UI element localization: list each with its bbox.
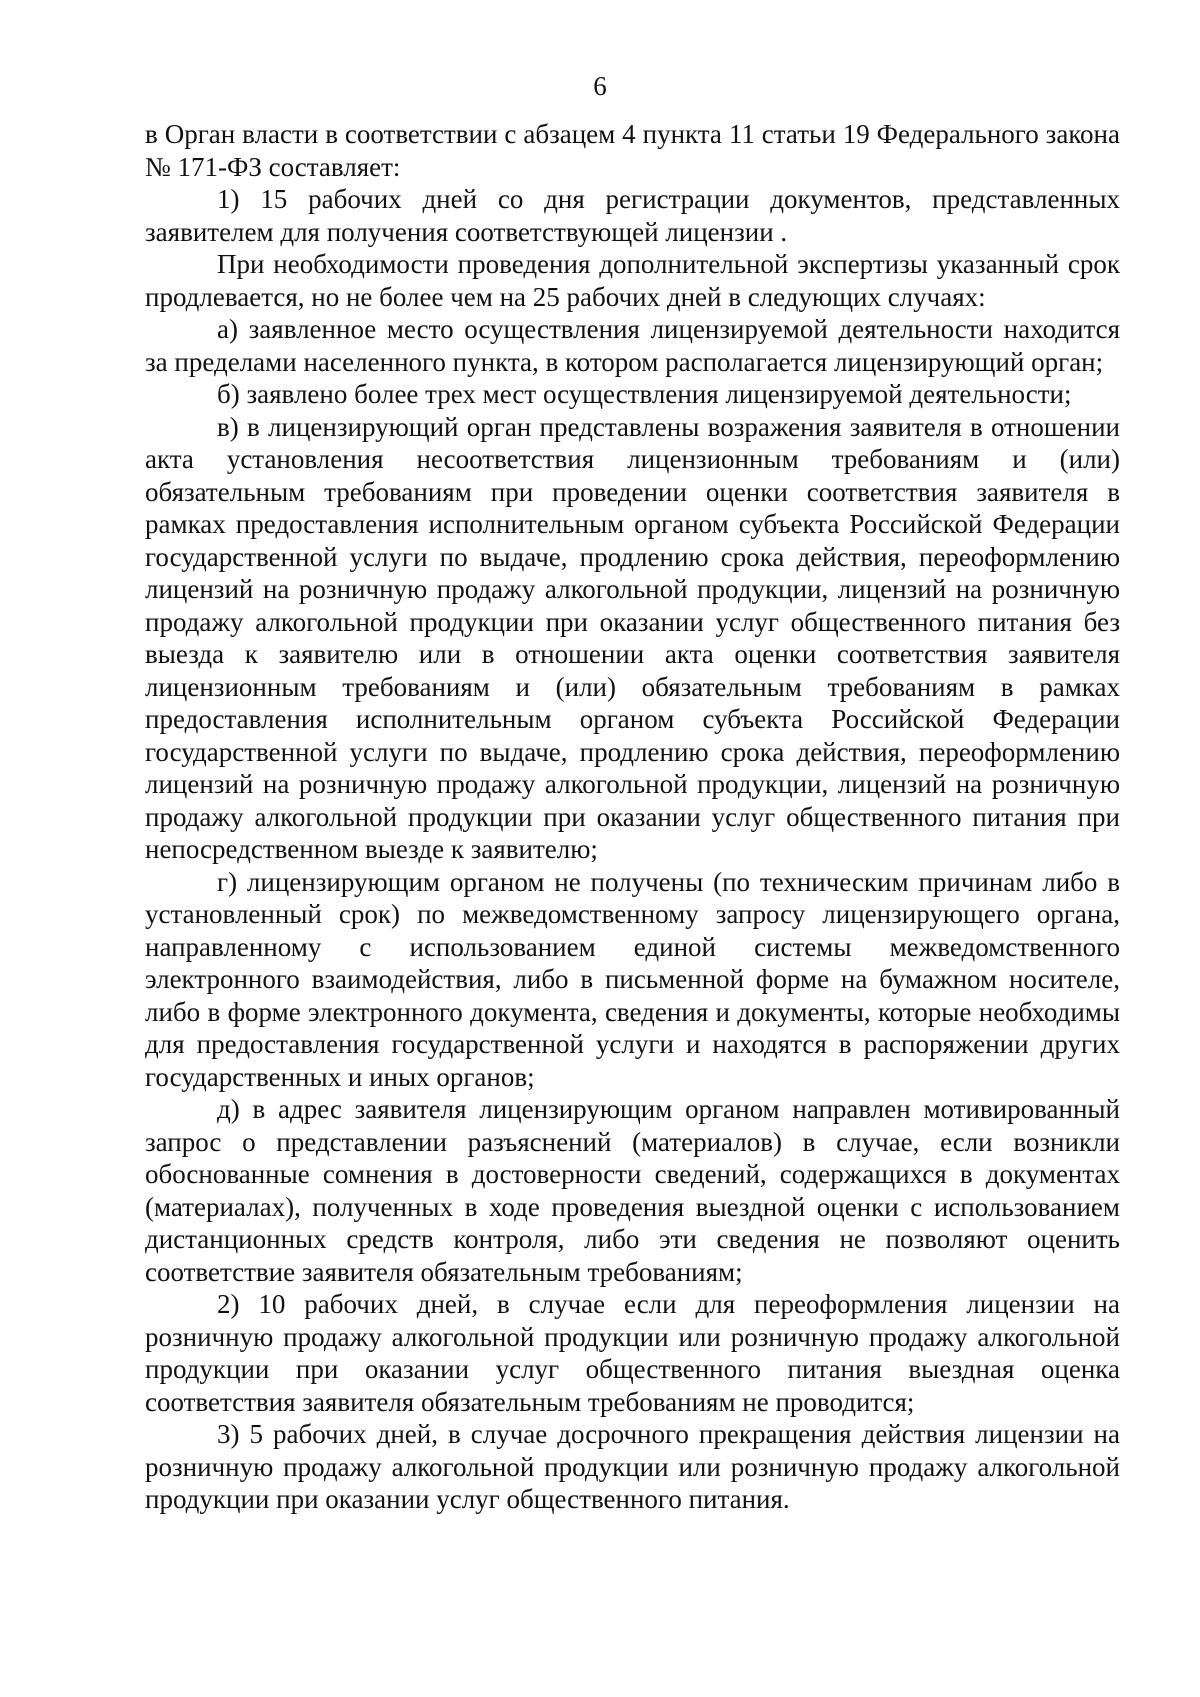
paragraph-case-b: б) заявлено более трех мест осуществления лицензируемой деятельности; <box>217 379 1072 409</box>
paragraph-intro: в Орган власти в соответствии с абзацем 4 пункта 11 статьи 19 Федерального закона № 171-ФЗ составляет: <box>145 119 1120 182</box>
paragraph-item-2: 2) 10 рабочих дней, в случае если для переоформления лицензии на розничную продажу алкогольной продукции или розничную продажу алкогольной продукции при оказании услуг общественного питания выездная оценка соответствия заявителя обязательным требованиям не проводится; <box>145 1289 1120 1417</box>
paragraph-item-3: 3) 5 рабочих дней, в случае досрочного прекращения действия лицензии на розничную продажу алкогольной продукции или розничную продажу алкогольной продукции при оказании услуг общественного питания. <box>145 1419 1120 1514</box>
page-number: 6 <box>593 71 607 101</box>
paragraph-extension-note: При необходимости проведения дополнительной экспертизы указанный срок продлевается, но не более чем на 25 рабочих дней в следующих случаях: <box>145 249 1120 312</box>
paragraph-case-d: д) в адрес заявителя лицензирующим органом направлен мотивированный запрос о представлении разъяснений (материалов) в случае, если возникли обоснованные сомнения в достоверности сведений, содержащихся в документах (материалах), полученных в ходе проведения выездной оценки с использованием дистанционных средств контроля, либо эти сведения не позволяют оценить соответствие заявителя обязательным требованиям; <box>145 1094 1120 1287</box>
paragraph-case-a: а) заявленное место осуществления лицензируемой деятельности находится за пределами населенного пункта, в котором располагается лицензирующий орган; <box>145 314 1120 377</box>
document-body <box>145 118 1120 1516</box>
paragraph-case-v: в) в лицензирующий орган представлены возражения заявителя в отношении акта установления несоответствия лицензионным требованиям и (или) обязательным требованиям при проведении оценки соответствия заявителя в рамках предоставления исполнительным органом субъекта Российской Федерации государственной услуги по выдаче, продлению срока действия, переоформлению лицензий на розничную продажу алкогольной продукции, лицензий на розничную продажу алкогольной продукции при оказании услуг общественного питания без выезда к заявителю или в отношении акта оценки соответствия заявителя лицензионным требованиям и (или) обязательным требованиям в рамках предоставления исполнительным органом субъекта Российской Федерации государственной услуги по выдаче, продлению срока действия, переоформлению лицензий на розничную продажу алкогольной продукции, лицензий на розничную продажу алкогольной продукции при оказании услуг общественного питания при непосредственном выезде к заявителю; <box>145 411 1120 864</box>
paragraph-case-g: г) лицензирующим органом не получены (по техническим причинам либо в установленный срок) по межведомственному запросу лицензирующего органа, направленному с использованием единой системы межведомственного электронного взаимодействия, либо в письменной форме на бумажном носителе, либо в форме электронного документа, сведения и документы, которые необходимы для предоставления государственной услуги и находятся в распоряжении других государственных и иных органов; <box>145 866 1120 1092</box>
paragraph-item-1: 1) 15 рабочих дней со дня регистрации документов, представленных заявителем для получения соответствующей лицензии . <box>145 184 1120 247</box>
